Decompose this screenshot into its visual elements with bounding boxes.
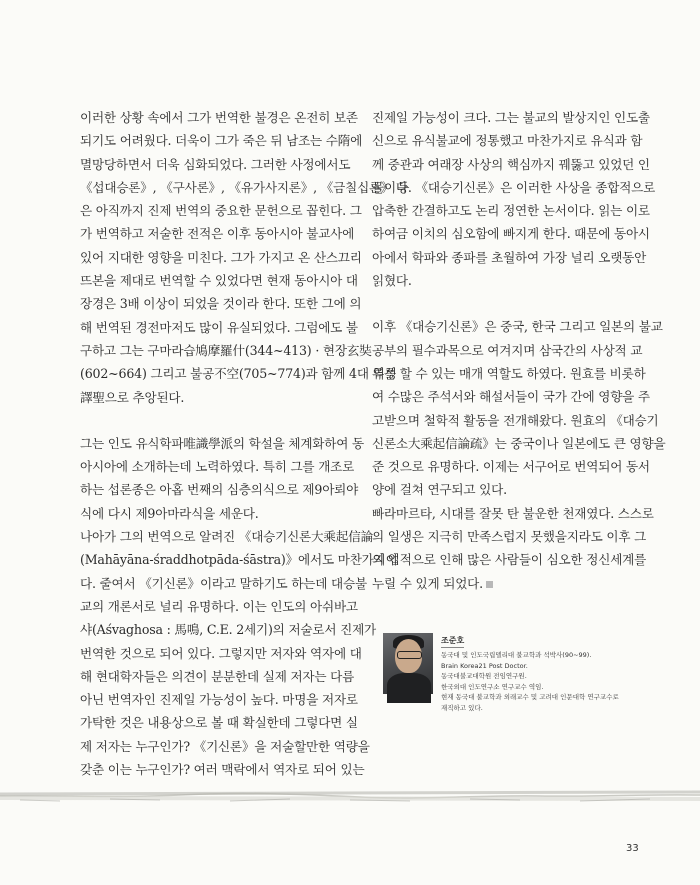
closing-sentence: 누릴 수 있게 되었다. <box>372 575 483 591</box>
bio-line: 동국대불교대학원 전임연구원. <box>441 672 527 681</box>
text-line: 신론소大乘起信論疏》는 중국이나 일본에도 큰 영향을 <box>372 435 666 451</box>
text-line: (602~664) 그리고 불공不空(705~774)과 함께 4대 역성 <box>80 366 397 382</box>
bio-line: 재직하고 있다. <box>441 703 483 712</box>
author-body <box>387 673 431 703</box>
text-line: 빠라마르타, 시대를 잘못 탄 불운한 천재였다. 스스로 <box>372 505 654 521</box>
right-paragraph-3 <box>372 502 654 595</box>
bio-line: Brain Korea21 Post Doctor. <box>441 661 528 670</box>
text-line: 은 아직까지 진제 번역의 중요한 문헌으로 꼽힌다. 그 <box>80 203 362 219</box>
text-line: 갖춘 이는 누구인가? 여러 맥락에서 역자로 되어 있는 <box>80 762 365 778</box>
text-line: 되기도 어려웠다. 더욱이 그가 죽은 뒤 남조는 수隋에 <box>80 133 363 149</box>
author-name: 조준호 <box>441 635 464 648</box>
text-line: 있어 지대한 영향을 미친다. 그가 가지고 온 산스끄리 <box>80 249 362 265</box>
right-paragraph-1 <box>372 106 656 292</box>
text-line: 아시아에 소개하는데 노력하였다. 특히 그를 개조로 <box>80 459 355 475</box>
left-paragraph-2 <box>80 432 364 525</box>
text-line: 교의 개론서로 널리 유명하다. 이는 인도의 아쉬바고 <box>80 598 358 614</box>
text-line: 께 중관과 여래장 사상의 핵심까지 꿰뚫고 있었던 인 <box>372 156 650 172</box>
text-line: 멸망당하면서 더욱 심화되었다. 그러한 사정에서도 <box>80 156 351 172</box>
text-line: 준 것으로 유명하다. 이제는 서구어로 번역되어 동서 <box>372 459 650 475</box>
text-line: 장경은 3배 이상이 되었을 것이라 한다. 또한 그에 의 <box>80 296 362 312</box>
text-line: 샤(Aśvaghosa : 馬鳴, C.E. 2세기)의 저술로서 진제가 <box>80 622 377 638</box>
text-line: 가탁한 것은 내용상으로 볼 때 확실한데 그렇다면 실 <box>80 715 358 731</box>
bio-line: 현재 동국대 불교학과 외래교수 및 고려대 인문대학 연구교수로 <box>441 693 619 702</box>
text-line: 《섭대승론》, 《구사론》, 《유가사지론》, 《금칠십론》 등 <box>80 179 410 195</box>
right-column <box>372 106 666 595</box>
text-line: 다. 줄여서 《기신론》이라고 말하기도 하는데 대승불 <box>80 575 367 591</box>
text-line: 나아가 그의 번역으로 알려진 《대승기신론大乘起信論 <box>80 529 373 545</box>
text-line: 신으로 유식불교에 정통했고 마찬가지로 유식과 함 <box>372 133 643 149</box>
text-line: 여 수많은 주석서와 해설서들이 국가 간에 영향을 주 <box>372 389 650 405</box>
author-bio <box>441 650 651 714</box>
text-line: 해 현대학자들은 의견이 분분한데 실제 저자는 다름 <box>80 668 355 684</box>
page-number: 33 <box>626 843 639 854</box>
bio-line: 한국외대 인도연구소 연구교수 역임. <box>441 682 544 691</box>
bio-line: 동국대 및 인도국립델리대 불교학과 석박사(90~99). <box>441 651 592 659</box>
text-line: 읽혔다. <box>372 273 412 289</box>
text-line: 류를 할 수 있는 매개 역할도 하였다. 원효를 비롯하 <box>372 365 646 381</box>
text-line: (Mahāyāna-śraddhotpāda-śāstra)》에서도 마찬가지이 <box>80 552 398 568</box>
text-line: 제 저자는 누구인가? 《기신론》을 저술할만한 역량을 <box>80 738 370 754</box>
text-line: 양에 걸쳐 연구되고 있다. <box>372 482 507 498</box>
author-glasses <box>397 651 422 659</box>
text-line: 뜨본을 제대로 번역할 수 있었다면 현재 동아시아 대 <box>80 273 358 289</box>
text-line: 아에서 학파와 종파를 초월하여 가장 널리 오랫동안 <box>372 249 647 265</box>
text-line: 아닌 번역자인 진제일 가능성이 높다. 마명을 저자로 <box>80 692 358 708</box>
text-line: 의 업적으로 인해 많은 사람들이 심오한 정신세계를 <box>372 552 647 568</box>
text-line: 진제일 가능성이 크다. 그는 불교의 발상지인 인도출 <box>372 110 650 125</box>
text-line: 번역한 것으로 되어 있다. 그렇지만 저자와 역자에 대 <box>80 645 362 661</box>
end-mark-icon <box>486 581 493 588</box>
torn-paper-divider <box>0 780 700 816</box>
text-line: 해 번역된 경전마저도 많이 유실되었다. 그럼에도 불 <box>80 319 358 335</box>
text-line: 이러한 상황 속에서 그가 번역한 불경은 온전히 보존 <box>80 110 358 125</box>
text-line: 의 일생은 지극히 만족스럽지 못했을지라도 이후 그 <box>372 529 647 545</box>
right-paragraph-2 <box>372 315 666 501</box>
text-line: 譯聖으로 추앙된다. <box>80 389 185 405</box>
paragraph-gap <box>372 292 634 315</box>
text-line: 물이다. 《대승기신론》은 이러한 사상을 종합적으로 <box>372 179 656 195</box>
text-line: 그는 인도 유식학파唯識學派의 학설을 체계화하여 동 <box>80 435 364 451</box>
text-line: 가 번역하고 저술한 전적은 이후 동아시아 불교사에 <box>80 226 355 242</box>
left-paragraph-3 <box>80 525 398 781</box>
text-line: 공부의 필수과목으로 여겨지며 삼국간의 사상적 교 <box>372 342 643 358</box>
author-photo <box>383 633 433 694</box>
text-line: 구하고 그는 구마라습鳩摩羅什(344~413) · 현장玄奘 <box>80 342 372 358</box>
text-line: 식에 다시 제9아마라식을 세운다. <box>80 505 259 521</box>
text-line: 이후 《대승기신론》은 중국, 한국 그리고 일본의 불교 <box>372 319 663 335</box>
text-line <box>372 572 634 595</box>
text-line: 하는 섭론종은 아홉 번째의 심층의식으로 제9아뢰야 <box>80 482 359 498</box>
text-line: 고받으며 철학적 활동을 전개해왔다. 원효의 《대승기 <box>372 412 659 428</box>
text-line: 하여금 이치의 심오함에 빠지게 한다. 때문에 동아시 <box>372 226 650 242</box>
paragraph-gap <box>80 409 342 432</box>
text-line: 압축한 간결하고도 논리 정연한 논서이다. 읽는 이로 <box>372 203 650 219</box>
